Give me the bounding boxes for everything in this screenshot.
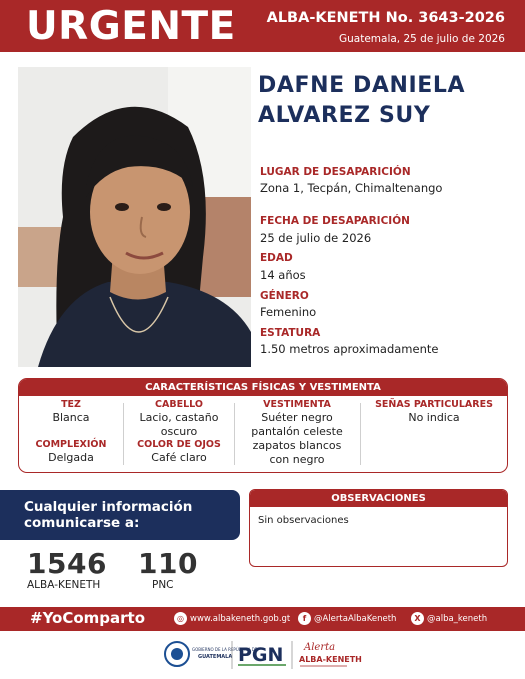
facebook-text: @AlertaAlbaKeneth: [314, 613, 397, 624]
clothing-label: VESTIMENTA: [263, 399, 331, 410]
hotline-number-alba[interactable]: 1546: [27, 547, 107, 580]
age-value: 14 años: [260, 268, 306, 282]
observations-text: Sin observaciones: [258, 515, 349, 526]
gender-value: Femenino: [260, 305, 317, 319]
column-vestimenta: [238, 399, 356, 467]
column-cabello-ojos: [127, 399, 231, 465]
hair-value-line2: oscuro: [160, 425, 198, 438]
government-line2: GUATEMALA: [198, 654, 233, 660]
alerta-text: Alerta: [304, 642, 336, 653]
contact-prompt-line2: comunicarse a:: [24, 515, 140, 531]
alerta-alba-keneth-logo: [299, 642, 362, 666]
column-divider: [360, 403, 361, 465]
person-name-line1: DAFNE DANIELA: [258, 73, 466, 98]
government-line1: GOBIERNO DE LA REPÚBLICA DE: [192, 647, 258, 652]
person-name: [258, 71, 518, 131]
x-text: @alba_keneth: [427, 613, 488, 624]
disappearance-date-label: FECHA DE DESAPARICIÓN: [260, 215, 410, 227]
x-link[interactable]: [411, 612, 487, 625]
missing-person-photo: [18, 67, 251, 367]
globe-icon: ◎: [174, 612, 187, 625]
pgn-text: PGN: [238, 644, 284, 666]
clothing-line: Suéter negro: [261, 411, 333, 424]
pgn-logo: [238, 644, 286, 666]
facebook-link[interactable]: [298, 612, 396, 625]
column-divider: [123, 403, 124, 465]
clothing-line: pantalón celeste: [251, 425, 343, 438]
clothing-line: con negro: [269, 453, 325, 466]
distinguishing-marks-value: No indica: [408, 411, 460, 424]
alba-keneth-text: ALBA-KENETH: [299, 655, 362, 664]
height-value: 1.50 metros aproximadamente: [260, 342, 439, 356]
characteristics-title: CARACTERÍSTICAS FÍSICAS Y VESTIMENTA: [19, 379, 507, 396]
hotline-label-pnc: PNC: [152, 579, 174, 591]
observations-box: [249, 489, 508, 567]
disappearance-place-label: LUGAR DE DESAPARICIÓN: [260, 166, 411, 178]
urgent-title: URGENTE: [26, 4, 236, 49]
distinguishing-marks-label: SEÑAS PARTICULARES: [375, 399, 493, 410]
x-icon: X: [411, 612, 424, 625]
tez-value: Blanca: [52, 411, 90, 424]
case-number: ALBA-KENETH No. 3643-2026: [266, 10, 505, 26]
clothing-line: zapatos blancos: [252, 439, 342, 452]
header-banner: [0, 0, 525, 52]
case-place-date: Guatemala, 25 de julio de 2026: [338, 33, 505, 45]
disappearance-date-value: 25 de julio de 2026: [260, 231, 372, 245]
observations-title: OBSERVACIONES: [250, 490, 507, 507]
hair-label: CABELLO: [155, 399, 203, 410]
column-senas: [364, 399, 504, 425]
complexion-value: Delgada: [48, 451, 94, 464]
tez-label: TEZ: [61, 399, 81, 410]
hashtag: #YoComparto: [30, 609, 146, 627]
person-name-line2: ALVAREZ SUY: [258, 103, 431, 128]
gender-label: GÉNERO: [260, 290, 309, 302]
website-link[interactable]: [174, 612, 290, 625]
hotline-label-alba: ALBA-KENETH: [27, 579, 101, 591]
hair-value-line1: Lacio, castaño: [139, 411, 219, 424]
eye-color-value: Café claro: [151, 451, 207, 464]
column-tez-complexion: [23, 399, 119, 465]
contact-banner: [0, 490, 240, 540]
website-text: www.albakeneth.gob.gt: [190, 613, 291, 624]
characteristics-box: [18, 378, 508, 473]
facebook-icon: f: [298, 612, 311, 625]
complexion-label: COMPLEXIÓN: [35, 439, 107, 450]
footer-bar: [0, 607, 525, 631]
hotline-number-pnc[interactable]: 110: [138, 547, 198, 580]
eye-color-label: COLOR DE OJOS: [137, 439, 221, 450]
column-divider: [234, 403, 235, 465]
contact-prompt-line1: Cualquier información: [24, 499, 193, 515]
disappearance-place-value: Zona 1, Tecpán, Chimaltenango: [260, 181, 443, 195]
age-label: EDAD: [260, 252, 293, 264]
logos-row: [0, 635, 525, 679]
contact-prompt: [24, 499, 192, 531]
height-label: ESTATURA: [260, 327, 321, 339]
